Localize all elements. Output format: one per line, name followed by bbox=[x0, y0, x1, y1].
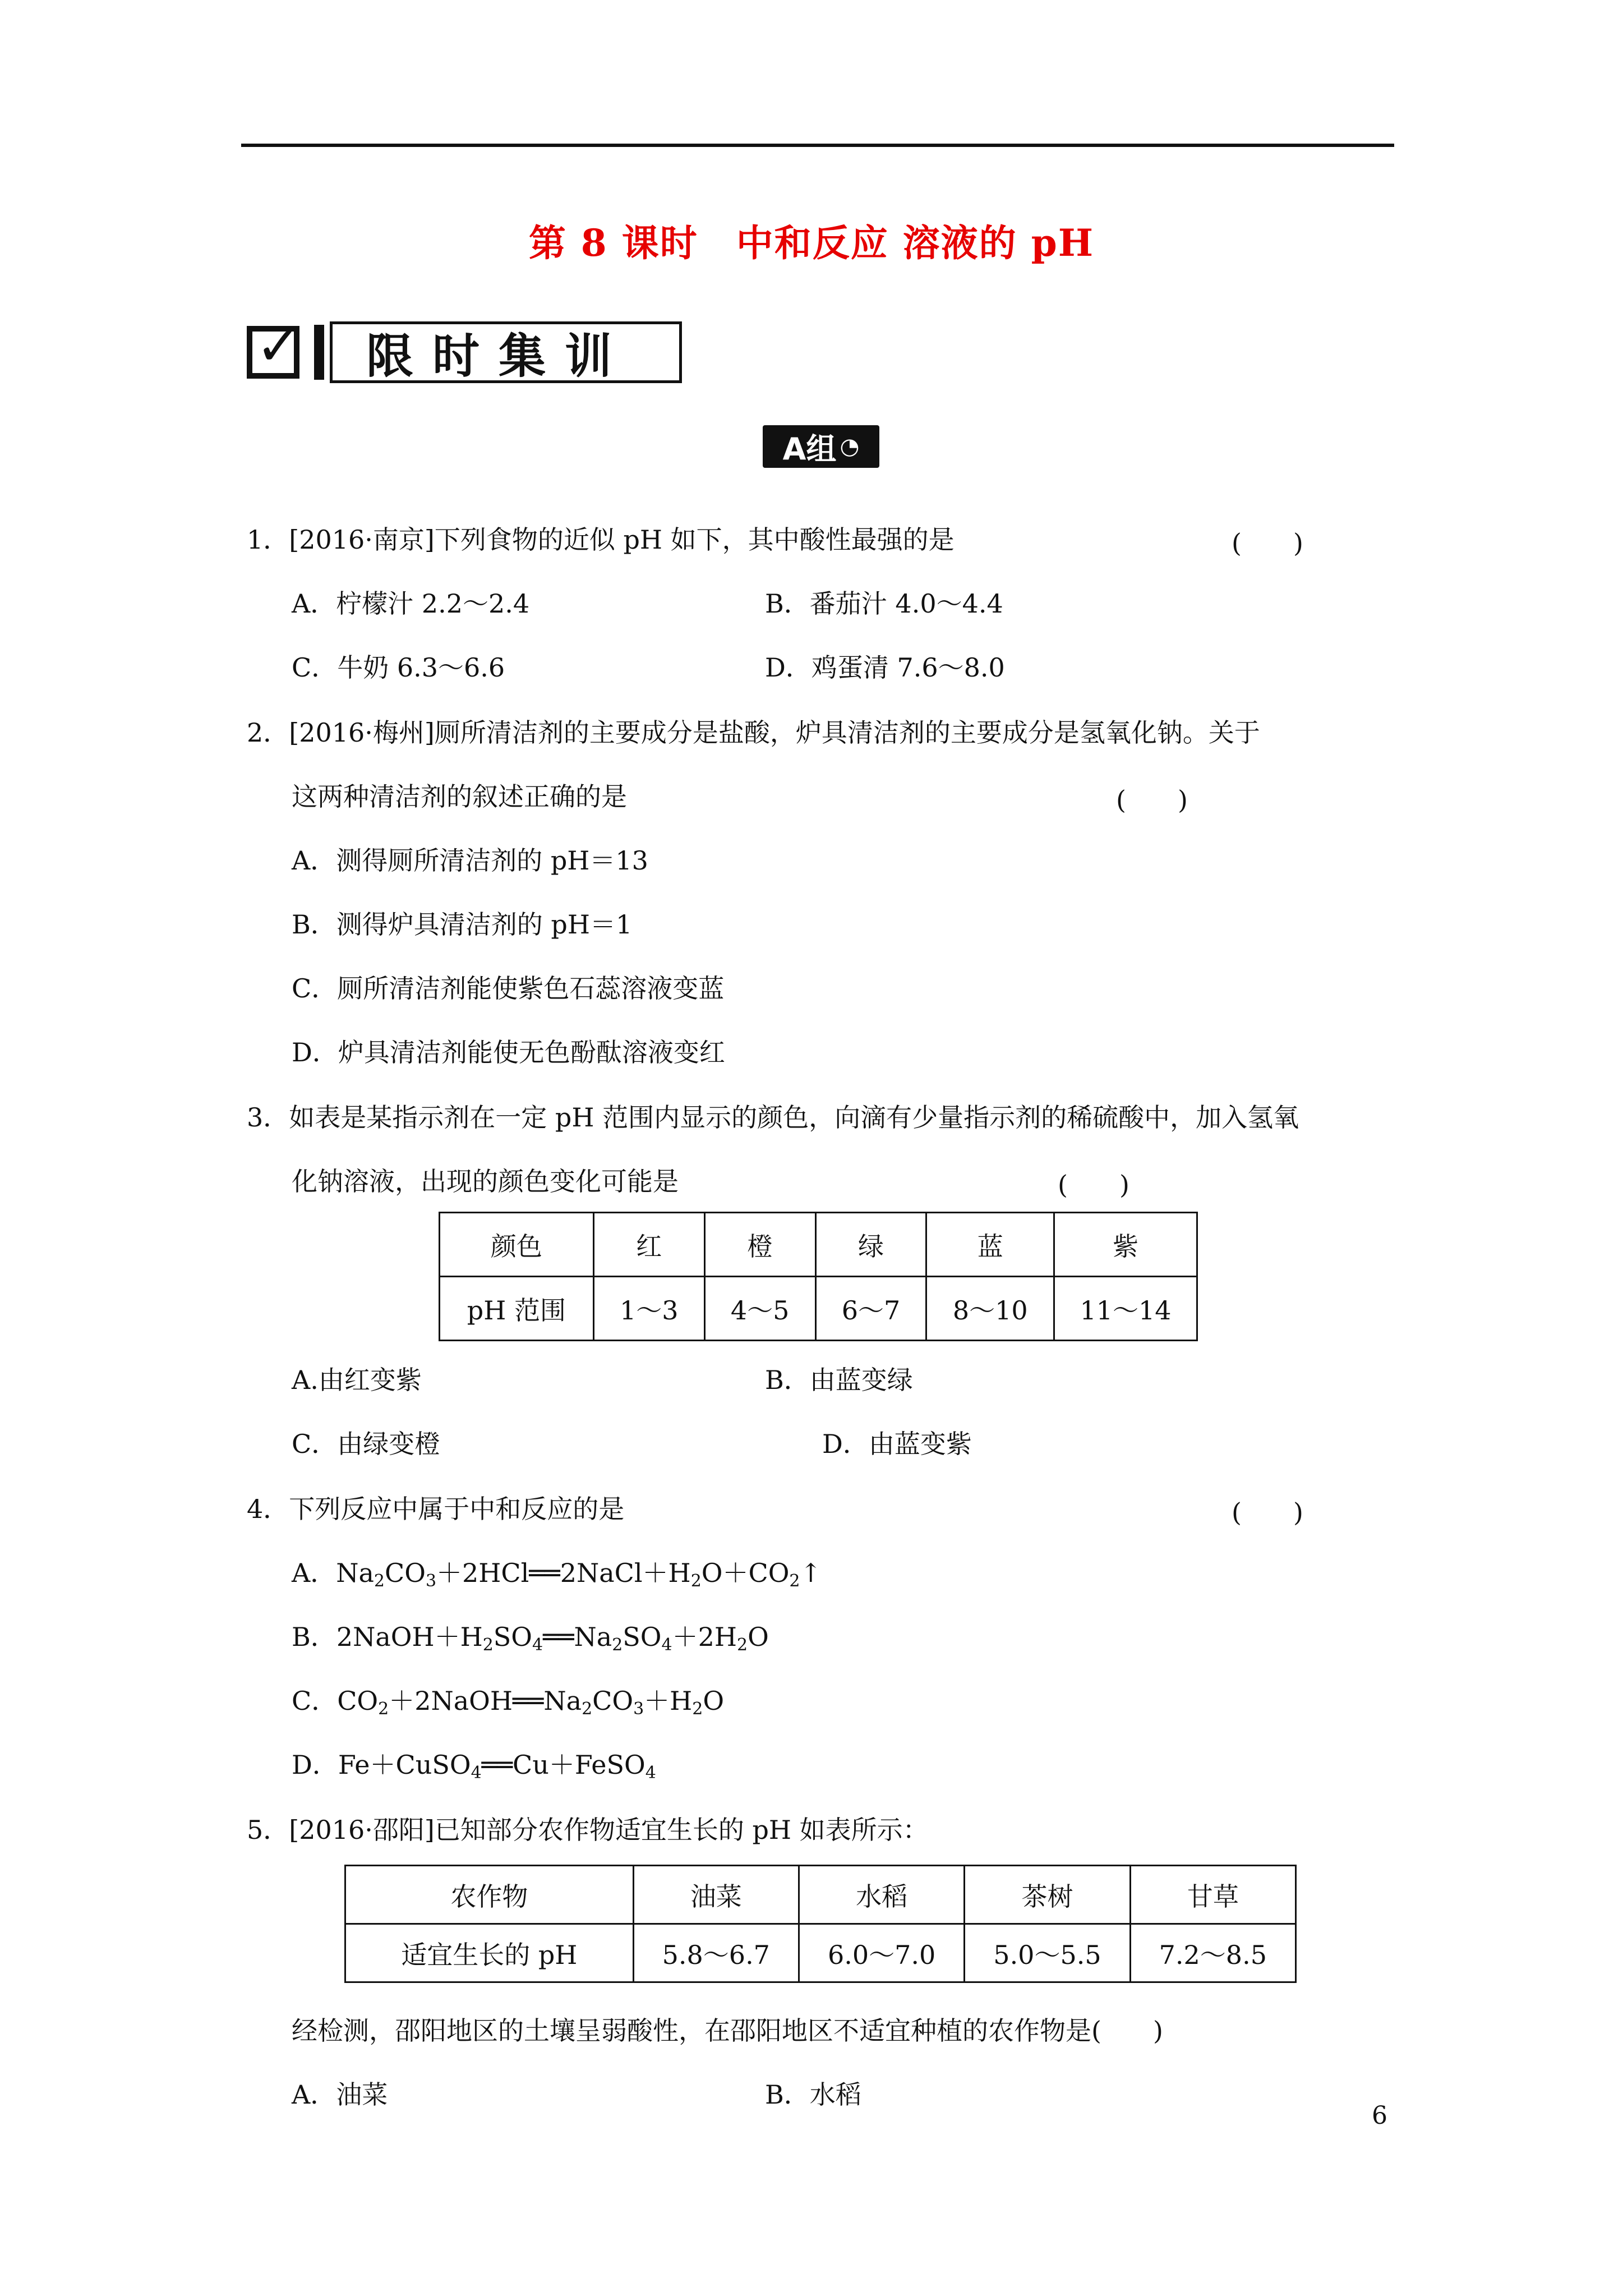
table-cell: 8～10 bbox=[926, 1277, 1054, 1341]
subscript: 2 bbox=[378, 1699, 389, 1719]
option-letter: D． bbox=[292, 1750, 338, 1780]
formula-part: O＋CO bbox=[701, 1558, 790, 1588]
subscript: 2 bbox=[582, 1699, 593, 1719]
table-row bbox=[440, 1277, 1197, 1341]
subscript: 4 bbox=[471, 1763, 482, 1783]
table-cell: 水稻 bbox=[799, 1866, 964, 1924]
table-cell: 农作物 bbox=[345, 1866, 634, 1924]
group-badge bbox=[763, 425, 879, 468]
q2-stem-line2: 这两种清洁剂的叙述正确的是 bbox=[292, 781, 627, 812]
table-cell: pH 范围 bbox=[440, 1277, 594, 1341]
q1-option-d: D．鸡蛋清 7.6～8.0 bbox=[765, 652, 1005, 683]
table-cell: 7.2～8.5 bbox=[1130, 1924, 1295, 1982]
banner-label: 限时集训 bbox=[330, 321, 682, 383]
table-cell: 红 bbox=[593, 1213, 704, 1277]
q1-option-a: A．柠檬汁 2.2～2.4 bbox=[292, 588, 530, 619]
clock-icon: ◔ bbox=[840, 434, 860, 459]
subscript: 3 bbox=[633, 1699, 644, 1719]
checkbox-icon: ✓ bbox=[247, 326, 299, 379]
formula-part: O bbox=[748, 1622, 769, 1652]
subscript: 2 bbox=[737, 1635, 748, 1655]
q3-stem-line1: 3．如表是某指示剂在一定 pH 范围内显示的颜色，向滴有少量指示剂的稀硫酸中，加入氢氧 bbox=[247, 1102, 1299, 1133]
formula-part: SO bbox=[493, 1622, 533, 1652]
subscript: 2 bbox=[612, 1635, 623, 1655]
table-row bbox=[345, 1866, 1296, 1924]
q5-option-a: A．油菜 bbox=[292, 2079, 388, 2110]
q3-option-d: D．由蓝变紫 bbox=[822, 1429, 972, 1459]
group-label: A组 bbox=[782, 431, 837, 467]
table-cell: 5.8～6.7 bbox=[633, 1924, 799, 1982]
subscript: 4 bbox=[661, 1635, 672, 1655]
subscript: 2 bbox=[789, 1571, 800, 1591]
option-letter: B． bbox=[292, 1622, 336, 1652]
formula-part: 2NaOH＋H bbox=[336, 1622, 483, 1652]
table-cell: 5.0～5.5 bbox=[965, 1924, 1130, 1982]
table-cell: 茶树 bbox=[965, 1866, 1130, 1924]
formula-part: ＋2H bbox=[672, 1622, 737, 1652]
formula-part: ＋2NaOH══Na bbox=[389, 1686, 582, 1716]
q1-option-c: C．牛奶 6.3～6.6 bbox=[292, 652, 505, 683]
q2-answer-paren: ( ) bbox=[1116, 785, 1188, 815]
formula-part: ══Cu＋FeSO bbox=[481, 1750, 645, 1780]
q3-option-a: A.由红变紫 bbox=[292, 1365, 422, 1395]
table-cell: 油菜 bbox=[633, 1866, 799, 1924]
banner-divider bbox=[314, 325, 324, 380]
table-cell: 蓝 bbox=[926, 1213, 1054, 1277]
q5-question: 经检测，邵阳地区的土壤呈弱酸性，在邵阳地区不适宜种植的农作物是( ) bbox=[292, 2016, 1163, 2046]
table-cell: 甘草 bbox=[1130, 1866, 1295, 1924]
table-cell: 11～14 bbox=[1054, 1277, 1197, 1341]
formula-part: ══Na bbox=[543, 1622, 612, 1652]
indicator-color-table bbox=[439, 1212, 1198, 1341]
section-banner bbox=[247, 315, 682, 386]
table-cell: 6～7 bbox=[815, 1277, 926, 1341]
formula-part: SO bbox=[623, 1622, 662, 1652]
table-cell: 紫 bbox=[1054, 1213, 1197, 1277]
q2-option-d: D．炉具清洁剂能使无色酚酞溶液变红 bbox=[292, 1037, 725, 1068]
subscript: 4 bbox=[532, 1635, 543, 1655]
table-cell: 1～3 bbox=[593, 1277, 704, 1341]
q5-option-b: B．水稻 bbox=[765, 2079, 861, 2110]
table-cell: 颜色 bbox=[440, 1213, 594, 1277]
q4-stem: 4．下列反应中属于中和反应的是 bbox=[247, 1494, 625, 1524]
q3-answer-paren: ( ) bbox=[1058, 1170, 1129, 1200]
option-letter: C． bbox=[292, 1686, 338, 1716]
table-row bbox=[345, 1924, 1296, 1982]
table-cell: 绿 bbox=[815, 1213, 926, 1277]
q1-answer-paren: ( ) bbox=[1232, 528, 1303, 558]
subscript: 3 bbox=[425, 1571, 437, 1591]
q2-option-c: C．厕所清洁剂能使紫色石蕊溶液变蓝 bbox=[292, 973, 725, 1004]
q1-stem: 1．[2016·南京]下列食物的近似 pH 如下，其中酸性最强的是 bbox=[247, 524, 955, 555]
table-cell: 4～5 bbox=[704, 1277, 815, 1341]
formula-part: CO bbox=[337, 1686, 379, 1716]
subscript: 2 bbox=[690, 1571, 702, 1591]
q2-stem-line1: 2．[2016·梅州]厕所清洁剂的主要成分是盐酸，炉具清洁剂的主要成分是氢氧化钠。关于 bbox=[247, 717, 1260, 748]
q3-option-b: B．由蓝变绿 bbox=[765, 1365, 913, 1395]
formula-part: ＋2HCl══2NaCl＋H bbox=[436, 1558, 691, 1588]
q3-stem-line2: 化钠溶液，出现的颜色变化可能是 bbox=[292, 1166, 679, 1197]
formula-part: O bbox=[703, 1686, 725, 1716]
lesson-title: 第 8 课时 中和反应 溶液的 pH bbox=[528, 221, 1095, 265]
option-letter: A． bbox=[292, 1558, 336, 1588]
gas-arrow-icon: ↑ bbox=[800, 1558, 822, 1588]
formula-part: Na bbox=[336, 1558, 374, 1588]
q3-option-c: C．由绿变橙 bbox=[292, 1429, 441, 1459]
formula-part: Fe＋CuSO bbox=[338, 1750, 471, 1780]
q2-option-a: A．测得厕所清洁剂的 pH＝13 bbox=[292, 845, 648, 876]
table-cell: 橙 bbox=[704, 1213, 815, 1277]
table-cell: 适宜生长的 pH bbox=[345, 1924, 634, 1982]
q1-option-b: B．番茄汁 4.0～4.4 bbox=[765, 588, 1003, 619]
table-cell: 6.0～7.0 bbox=[799, 1924, 964, 1982]
q4-option-c bbox=[292, 1684, 724, 1718]
q5-stem: 5．[2016·邵阳]已知部分农作物适宜生长的 pH 如表所示： bbox=[247, 1815, 929, 1845]
subscript: 2 bbox=[374, 1571, 385, 1591]
q4-option-d bbox=[292, 1748, 656, 1782]
formula-part: CO bbox=[592, 1686, 634, 1716]
q2-option-b: B．测得炉具清洁剂的 pH＝1 bbox=[292, 909, 633, 940]
subscript: 4 bbox=[645, 1763, 656, 1783]
q4-answer-paren: ( ) bbox=[1232, 1497, 1303, 1527]
q4-option-a bbox=[292, 1556, 822, 1590]
subscript: 2 bbox=[482, 1635, 494, 1655]
q4-option-b bbox=[292, 1620, 769, 1654]
crop-ph-table bbox=[344, 1865, 1297, 1983]
formula-part: ＋H bbox=[644, 1686, 693, 1716]
formula-part: CO bbox=[385, 1558, 426, 1588]
subscript: 2 bbox=[692, 1699, 703, 1719]
table-row bbox=[440, 1213, 1197, 1277]
header-rule bbox=[241, 144, 1394, 147]
page-number: 6 bbox=[1372, 2101, 1387, 2130]
